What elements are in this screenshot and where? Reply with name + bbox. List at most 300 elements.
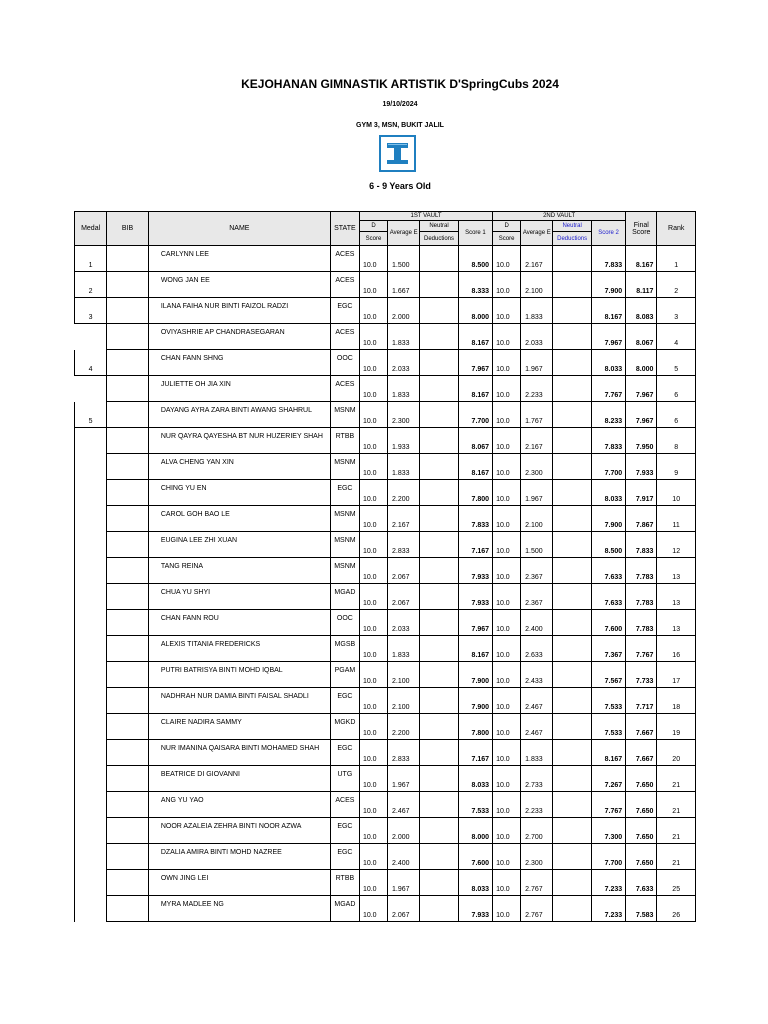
- avg-e2-value: 2.367: [525, 600, 543, 607]
- state-code: ACES: [335, 797, 355, 804]
- score1-value: 8.167: [471, 340, 490, 347]
- score1-cell: [458, 480, 492, 506]
- avg-e1-value: 1.667: [392, 288, 410, 295]
- athlete-name: CHING YU EN: [160, 485, 207, 492]
- state-code: UTG: [337, 771, 353, 778]
- avg-e2-cell: [521, 636, 553, 662]
- rank-value: 4: [674, 340, 679, 347]
- table-row: [75, 792, 696, 818]
- rank-cell: [657, 558, 696, 584]
- score2-value: 8.033: [604, 366, 623, 373]
- d1-value: 10.0: [362, 548, 377, 555]
- d2-cell: [493, 480, 521, 506]
- athlete-name: DZALIA AMIRA BINTI MOHD NAZREE: [160, 849, 282, 856]
- state-code: ACES: [335, 329, 355, 336]
- final-score-cell: [626, 376, 657, 402]
- avg-e2-cell: [521, 532, 553, 558]
- rank-cell: [657, 402, 696, 428]
- bib-cell: [107, 272, 149, 298]
- medal-cell: [75, 766, 107, 792]
- medal-cell: [75, 870, 107, 896]
- final-score-value: 7.867: [635, 522, 654, 529]
- athlete-name: ILANA FAIHA NUR BINTI FAIZOL RADZI: [160, 303, 289, 310]
- avg-e2-value: 2.467: [525, 730, 543, 737]
- state-cell: [330, 454, 359, 480]
- final-score-value: 7.783: [635, 626, 654, 633]
- state-cell: [330, 558, 359, 584]
- final-score-cell: [626, 532, 657, 558]
- name-cell: [148, 454, 330, 480]
- state-code: EGC: [337, 693, 353, 700]
- neutral1-cell: [420, 324, 458, 350]
- name-cell: [148, 740, 330, 766]
- state-code: MSNM: [334, 459, 356, 466]
- table-row: [75, 844, 696, 870]
- athlete-name: NOOR AZALEIA ZEHRA BINTI NOOR AZWA: [160, 823, 302, 830]
- d2-value: 10.0: [496, 782, 510, 789]
- d1-value: 10.0: [362, 886, 377, 893]
- rank-cell: [657, 870, 696, 896]
- neutral2-cell: [553, 454, 591, 480]
- avg-e2-value: 2.367: [525, 574, 543, 581]
- name-cell: [148, 714, 330, 740]
- neutral2-cell: [553, 428, 591, 454]
- bib-cell: [107, 324, 149, 350]
- d1-cell: [359, 558, 387, 584]
- d2-value: 10.0: [496, 704, 510, 711]
- medal-cell: [75, 454, 107, 480]
- header-d1: D: [359, 221, 387, 232]
- avg-e2-cell: [521, 506, 553, 532]
- neutral1-cell: [420, 246, 458, 272]
- bib-cell: [107, 558, 149, 584]
- rank-value: 6: [674, 392, 679, 399]
- d1-cell: [359, 532, 387, 558]
- final-score-value: 7.650: [635, 808, 654, 815]
- state-cell: [330, 818, 359, 844]
- avg-e1-cell: [388, 584, 420, 610]
- rank-value: 19: [672, 730, 681, 737]
- rank-cell: [657, 896, 696, 922]
- table-row: [75, 376, 696, 402]
- d2-cell: [493, 844, 521, 870]
- avg-e2-value: 2.167: [525, 444, 543, 451]
- neutral2-cell: [553, 584, 591, 610]
- neutral2-cell: [553, 376, 591, 402]
- header-d1-score: Score: [359, 232, 387, 246]
- medal-cell: [75, 844, 107, 870]
- d1-cell: [359, 896, 387, 922]
- final-score-value: 7.633: [635, 886, 654, 893]
- avg-e1-cell: [388, 662, 420, 688]
- final-score-value: 8.083: [635, 314, 654, 321]
- d2-cell: [493, 870, 521, 896]
- score1-value: 7.533: [471, 808, 490, 815]
- bib-cell: [107, 532, 149, 558]
- bib-cell: [107, 870, 149, 896]
- d1-value: 10.0: [362, 626, 377, 633]
- d1-cell: [359, 454, 387, 480]
- avg-e2-value: 2.233: [525, 392, 543, 399]
- score2-cell: [591, 402, 625, 428]
- avg-e1-value: 2.033: [392, 626, 410, 633]
- avg-e1-cell: [388, 792, 420, 818]
- score1-value: 7.833: [471, 522, 490, 529]
- rank-value: 21: [672, 834, 681, 841]
- score2-cell: [591, 870, 625, 896]
- avg-e2-cell: [521, 350, 553, 376]
- avg-e2-cell: [521, 558, 553, 584]
- table-row: [75, 350, 696, 376]
- d2-cell: [493, 584, 521, 610]
- table-row: [75, 896, 696, 922]
- score1-value: 8.000: [471, 314, 490, 321]
- neutral1-cell: [420, 688, 458, 714]
- medal-cell: [75, 896, 107, 922]
- neutral1-cell: [420, 792, 458, 818]
- score2-cell: [591, 298, 625, 324]
- neutral1-cell: [420, 714, 458, 740]
- table-row: [75, 428, 696, 454]
- header-avg-e2: Average E: [521, 221, 553, 246]
- rank-cell: [657, 350, 696, 376]
- score1-value: 7.933: [471, 600, 490, 607]
- name-cell: [148, 818, 330, 844]
- page-title: KEJOHANAN GIMNASTIK ARTISTIK D'SpringCubs 2024: [241, 77, 559, 91]
- final-score-cell: [626, 402, 657, 428]
- medal-cell: [75, 792, 107, 818]
- d1-value: 10.0: [362, 340, 377, 347]
- avg-e2-cell: [521, 766, 553, 792]
- score1-cell: [458, 454, 492, 480]
- avg-e1-cell: [388, 402, 420, 428]
- table-row: [75, 636, 696, 662]
- name-cell: [148, 610, 330, 636]
- d1-cell: [359, 402, 387, 428]
- avg-e2-value: 2.300: [525, 470, 543, 477]
- avg-e2-value: 2.300: [525, 860, 543, 867]
- d1-cell: [359, 870, 387, 896]
- final-score-cell: [626, 740, 657, 766]
- d2-value: 10.0: [496, 912, 510, 919]
- table-row: [75, 714, 696, 740]
- avg-e1-value: 2.167: [392, 522, 410, 529]
- bib-cell: [107, 246, 149, 272]
- avg-e1-value: 2.100: [392, 678, 410, 685]
- final-score-cell: [626, 818, 657, 844]
- header-final: [626, 212, 657, 246]
- athlete-name: NUR IMANINA QAISARA BINTI MOHAMED SHAH: [160, 745, 320, 752]
- avg-e1-value: 2.200: [392, 730, 410, 737]
- rank-value: 13: [672, 600, 681, 607]
- state-cell: [330, 740, 359, 766]
- neutral2-cell: [553, 532, 591, 558]
- neutral2-cell: [553, 350, 591, 376]
- rank-cell: [657, 818, 696, 844]
- avg-e2-value: 1.833: [525, 314, 543, 321]
- athlete-name: CARLYNN LEE: [160, 251, 209, 258]
- score1-cell: [458, 376, 492, 402]
- d1-cell: [359, 636, 387, 662]
- medal-cell: [75, 480, 107, 506]
- neutral1-cell: [420, 896, 458, 922]
- neutral1-cell: [420, 766, 458, 792]
- neutral2-cell: [553, 298, 591, 324]
- medal-cell: [75, 246, 107, 272]
- athlete-name: NADHRAH NUR DAMIA BINTI FAISAL SHADLI: [160, 693, 309, 700]
- d2-cell: [493, 350, 521, 376]
- final-score-cell: [626, 272, 657, 298]
- score2-cell: [591, 480, 625, 506]
- neutral2-cell: [553, 792, 591, 818]
- table-row: [75, 506, 696, 532]
- header-name: NAME: [148, 212, 330, 246]
- name-cell: [148, 324, 330, 350]
- d2-value: 10.0: [496, 470, 510, 477]
- score2-value: 8.500: [604, 548, 623, 555]
- neutral2-cell: [553, 610, 591, 636]
- medal-value: [75, 920, 106, 922]
- athlete-name: TANG REINA: [160, 563, 204, 570]
- bib-cell: [107, 896, 149, 922]
- d2-cell: [493, 272, 521, 298]
- avg-e1-value: 2.067: [392, 574, 410, 581]
- state-code: ACES: [335, 381, 355, 388]
- table-header: [75, 212, 696, 246]
- state-cell: [330, 532, 359, 558]
- medal-cell: [75, 298, 107, 324]
- score1-value: 7.967: [471, 626, 490, 633]
- d1-value: 10.0: [362, 314, 377, 321]
- age-group-heading: 6 - 9 Years Old: [369, 181, 431, 191]
- state-cell: [330, 480, 359, 506]
- results-table: [74, 211, 696, 922]
- neutral1-cell: [420, 454, 458, 480]
- final-score-cell: [626, 896, 657, 922]
- avg-e1-value: 1.833: [392, 652, 410, 659]
- d1-value: 10.0: [362, 912, 377, 919]
- score2-value: 7.567: [604, 678, 623, 685]
- final-score-value: 8.067: [635, 340, 654, 347]
- score1-cell: [458, 662, 492, 688]
- state-code: MGKD: [334, 719, 356, 726]
- rank-value: 21: [672, 808, 681, 815]
- medal-cell: [75, 402, 107, 428]
- score1-value: 7.900: [471, 704, 490, 711]
- d2-value: 10.0: [496, 808, 510, 815]
- name-cell: [148, 246, 330, 272]
- score2-cell: [591, 636, 625, 662]
- avg-e1-cell: [388, 740, 420, 766]
- score2-cell: [591, 766, 625, 792]
- medal-cell: [75, 662, 107, 688]
- rank-cell: [657, 740, 696, 766]
- avg-e2-cell: [521, 610, 553, 636]
- avg-e2-value: 2.167: [525, 262, 543, 269]
- table-row: [75, 402, 696, 428]
- avg-e2-value: 2.700: [525, 834, 543, 841]
- score1-value: 8.167: [471, 470, 490, 477]
- bib-cell: [107, 740, 149, 766]
- bib-cell: [107, 844, 149, 870]
- bib-cell: [107, 818, 149, 844]
- rank-cell: [657, 506, 696, 532]
- avg-e2-cell: [521, 298, 553, 324]
- d1-cell: [359, 662, 387, 688]
- medal-cell: [75, 818, 107, 844]
- final-score-cell: [626, 480, 657, 506]
- final-score-value: 7.917: [635, 496, 654, 503]
- rank-value: 18: [672, 704, 681, 711]
- avg-e2-value: 1.833: [525, 756, 543, 763]
- avg-e1-cell: [388, 532, 420, 558]
- avg-e2-value: 2.733: [525, 782, 543, 789]
- d1-cell: [359, 844, 387, 870]
- final-score-cell: [626, 246, 657, 272]
- header-state: STATE: [330, 212, 359, 246]
- final-score-value: 8.117: [636, 288, 654, 295]
- name-cell: [148, 480, 330, 506]
- name-cell: [148, 870, 330, 896]
- score1-cell: [458, 636, 492, 662]
- score1-cell: [458, 532, 492, 558]
- rank-cell: [657, 636, 696, 662]
- rank-value: 5: [674, 366, 679, 373]
- rank-value: 16: [672, 652, 681, 659]
- name-cell: [148, 350, 330, 376]
- athlete-name: ALVA CHENG YAN XIN: [160, 459, 234, 466]
- d2-value: 10.0: [496, 522, 510, 529]
- medal-cell: [75, 506, 107, 532]
- athlete-name: MYRA MADLEE NG: [160, 901, 224, 908]
- avg-e1-cell: [388, 896, 420, 922]
- d1-value: 10.0: [362, 678, 377, 685]
- final-score-cell: [626, 688, 657, 714]
- table-row: [75, 740, 696, 766]
- avg-e1-value: 2.033: [392, 366, 410, 373]
- neutral2-cell: [553, 480, 591, 506]
- neutral1-cell: [420, 844, 458, 870]
- score1-cell: [458, 324, 492, 350]
- d1-value: 10.0: [362, 418, 377, 425]
- medal-cell: [75, 532, 107, 558]
- score2-value: 7.233: [604, 912, 623, 919]
- score2-cell: [591, 896, 625, 922]
- d1-value: 10.0: [362, 704, 377, 711]
- name-cell: [148, 688, 330, 714]
- header-final-score-label: Score: [632, 228, 651, 236]
- rank-value: 2: [674, 288, 679, 295]
- athlete-name: CAROL GOH BAO LE: [160, 511, 230, 518]
- d2-value: 10.0: [496, 652, 510, 659]
- d2-cell: [493, 896, 521, 922]
- d1-value: 10.0: [362, 756, 377, 763]
- rank-cell: [657, 480, 696, 506]
- score2-value: 7.833: [604, 262, 623, 269]
- state-cell: [330, 376, 359, 402]
- neutral1-cell: [420, 636, 458, 662]
- athlete-name: DAYANG AYRA ZARA BINTI AWANG SHAHRUL: [160, 407, 313, 414]
- neutral2-cell: [553, 740, 591, 766]
- avg-e1-value: 2.067: [392, 600, 410, 607]
- table-row: [75, 272, 696, 298]
- bib-cell: [107, 402, 149, 428]
- rank-cell: [657, 610, 696, 636]
- bib-cell: [107, 636, 149, 662]
- final-score-cell: [626, 584, 657, 610]
- state-cell: [330, 350, 359, 376]
- avg-e1-cell: [388, 766, 420, 792]
- avg-e1-cell: [388, 818, 420, 844]
- table-row: [75, 454, 696, 480]
- avg-e2-value: 2.467: [525, 704, 543, 711]
- d1-cell: [359, 714, 387, 740]
- rank-cell: [657, 376, 696, 402]
- score1-cell: [458, 714, 492, 740]
- bib-cell: [107, 714, 149, 740]
- score2-cell: [591, 662, 625, 688]
- neutral1-cell: [420, 610, 458, 636]
- header-score2: Score 2: [591, 221, 625, 246]
- score1-value: 7.800: [471, 496, 490, 503]
- rank-cell: [657, 428, 696, 454]
- d2-value: 10.0: [496, 444, 510, 451]
- medal-cell: [75, 636, 107, 662]
- final-score-cell: [626, 766, 657, 792]
- name-cell: [148, 584, 330, 610]
- avg-e1-cell: [388, 324, 420, 350]
- score2-value: 7.533: [604, 730, 623, 737]
- neutral2-cell: [553, 272, 591, 298]
- rank-value: 8: [674, 444, 679, 451]
- state-cell: [330, 766, 359, 792]
- header-rank: Rank: [657, 212, 696, 246]
- score2-value: 8.033: [604, 496, 623, 503]
- d2-cell: [493, 558, 521, 584]
- medal-cell: [75, 558, 107, 584]
- avg-e2-cell: [521, 272, 553, 298]
- state-cell: [330, 714, 359, 740]
- table-row: [75, 766, 696, 792]
- name-cell: [148, 532, 330, 558]
- d2-cell: [493, 428, 521, 454]
- bib-cell: [107, 610, 149, 636]
- score2-value: 7.533: [604, 704, 623, 711]
- rank-value: 26: [672, 912, 681, 919]
- final-score-value: 7.583: [635, 912, 654, 919]
- avg-e1-value: 2.100: [392, 704, 410, 711]
- state-code: MSNM: [334, 563, 356, 570]
- score2-value: 8.167: [604, 314, 623, 321]
- rank-cell: [657, 324, 696, 350]
- neutral1-cell: [420, 350, 458, 376]
- athlete-name: WONG JAN EE: [160, 277, 210, 284]
- state-cell: [330, 636, 359, 662]
- table-row: [75, 818, 696, 844]
- score2-value: 7.600: [604, 626, 623, 633]
- score2-value: 7.833: [604, 444, 623, 451]
- state-code: RTBB: [335, 875, 355, 882]
- final-score-value: 7.650: [635, 782, 654, 789]
- neutral2-value: [553, 919, 590, 921]
- table-body: [75, 246, 696, 922]
- d1-cell: [359, 480, 387, 506]
- state-code: ACES: [335, 277, 355, 284]
- table-row: [75, 662, 696, 688]
- d2-cell: [493, 740, 521, 766]
- state-code: MGAD: [334, 901, 356, 908]
- header-d2-score: Score: [493, 232, 521, 246]
